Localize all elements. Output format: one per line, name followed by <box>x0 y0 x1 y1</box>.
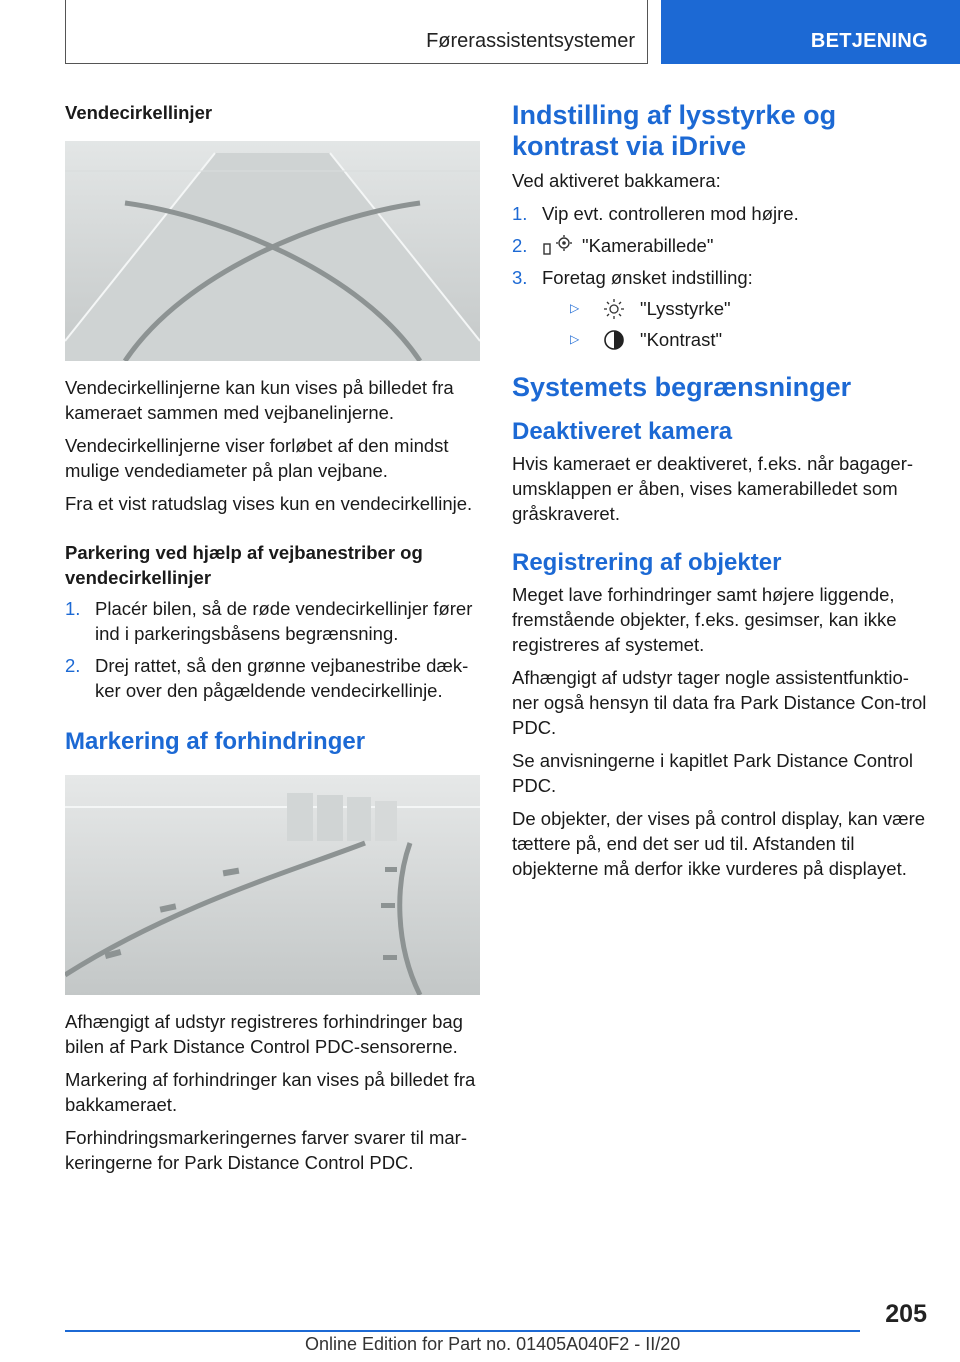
brightness-step-1 <box>512 201 930 226</box>
step-number: 2. <box>512 235 528 256</box>
left-column <box>65 100 480 1183</box>
left-para-3: Fra et vist ratudslag vises kun en vendecirkellinje. <box>65 493 473 514</box>
option-text: "Kontrast" <box>640 329 723 350</box>
step-text: Foretag ønsket indstilling: <box>542 267 753 288</box>
triangle-bullet-icon: ▷ <box>570 332 580 346</box>
section-title: Førerassistentsystemer <box>426 30 635 52</box>
option-text: "Lysstyrke" <box>640 298 731 319</box>
brightness-sun-icon <box>600 297 634 321</box>
obstacle-marking-illustration <box>65 775 480 995</box>
header-section-box <box>65 0 648 64</box>
left-para-2: Vendecirkellinjerne viser forløbet af den mindst mulige vendediameter på plan vejbane. <box>65 435 449 481</box>
right-para-4: Se anvisningerne i kapitlet Park Distance Control PDC. <box>512 750 914 796</box>
left-para-4: Afhængigt af udstyr registreres forhindringer bag bilen af Park Distance Control PDC-sensorerne. <box>65 1011 463 1057</box>
turning-circle-lines-illustration <box>65 141 480 361</box>
parking-steps <box>65 596 480 703</box>
step-number: 3. <box>512 267 528 288</box>
page-number: 205 <box>885 1300 927 1328</box>
heading-markering: Markering af forhindringer <box>65 728 366 755</box>
footer-divider <box>65 1330 860 1332</box>
right-para-3: Afhængigt af udstyr tager nogle assistentfunktio‐ner også hensyn til data fra Park Distance Con‐trol PDC. <box>512 667 927 738</box>
heading-vendecirkellinjer: Vendecirkellinjer <box>65 102 213 123</box>
right-para-2: Meget lave forhindringer samt højere liggende, fremstående objekter, f.eks. gesimser, kan ikke registreres af systemet. <box>512 584 897 655</box>
step-text: Vip evt. controlleren mod højre. <box>542 203 799 224</box>
parking-step-1 <box>65 596 480 646</box>
setting-options <box>542 296 930 352</box>
chapter-tab <box>661 0 960 64</box>
triangle-bullet-icon: ▷ <box>570 301 580 315</box>
step-text: Placér bilen, så de røde vendecirkellinjer fører ind i parkeringsbåsens begrænsning. <box>95 598 473 644</box>
parking-step-2 <box>65 653 480 703</box>
heading-indstilling: Indstilling af lysstyrke og kontrast via iDrive <box>512 100 837 161</box>
left-para-5: Markering af forhindringer kan vises på billedet fra bakkameraet. <box>65 1069 476 1115</box>
heading-begraensninger: Systemets begrænsninger <box>512 372 852 402</box>
brightness-steps <box>512 201 930 352</box>
right-column <box>512 100 930 889</box>
heading-parkering: Parkering ved hjælp af vejbanestriber og vendecirkellinjer <box>65 542 423 588</box>
step-text: "Kamerabillede" <box>582 235 714 256</box>
right-para-1: Hvis kameraet er deaktiveret, f.eks. når bagager‐umsklappen er åben, vises kamerabilledet som gråskraveret. <box>512 453 914 524</box>
left-para-6: Forhindringsmarkeringernes farver svarer til mar‐keringerne for Park Distance Control PDC. <box>65 1127 467 1173</box>
step-number: 1. <box>512 203 528 224</box>
step-number: 1. <box>65 598 81 619</box>
right-para-5: De objekter, der vises på control display, kan være tættere på, end det ser ud til. Afstanden til objekterne må derfor ikke vurderes på displayet. <box>512 808 926 879</box>
option-contrast <box>542 327 930 352</box>
camera-settings-icon <box>542 234 576 258</box>
chapter-tab-label: BETJENING <box>810 30 928 52</box>
edition-text: Online Edition for Part no. 01405A040F2 - II/20 <box>305 1334 681 1354</box>
heading-registrering: Registrering af objekter <box>512 549 782 576</box>
step-text: Drej rattet, så den grønne vejbanestribe dæk‐ker over den pågældende vendecirkellinje. <box>95 655 469 701</box>
left-para-1: Vendecirkellinjerne kan kun vises på billedet fra kameraet sammen med vejbanelinjerne. <box>65 377 454 423</box>
step-number: 2. <box>65 655 81 676</box>
option-brightness <box>542 296 930 321</box>
heading-deaktiveret-kamera: Deaktiveret kamera <box>512 418 733 445</box>
right-intro: Ved aktiveret bakkamera: <box>512 170 721 191</box>
brightness-step-2 <box>512 233 930 258</box>
contrast-icon <box>600 328 634 352</box>
brightness-step-3 <box>512 265 930 352</box>
